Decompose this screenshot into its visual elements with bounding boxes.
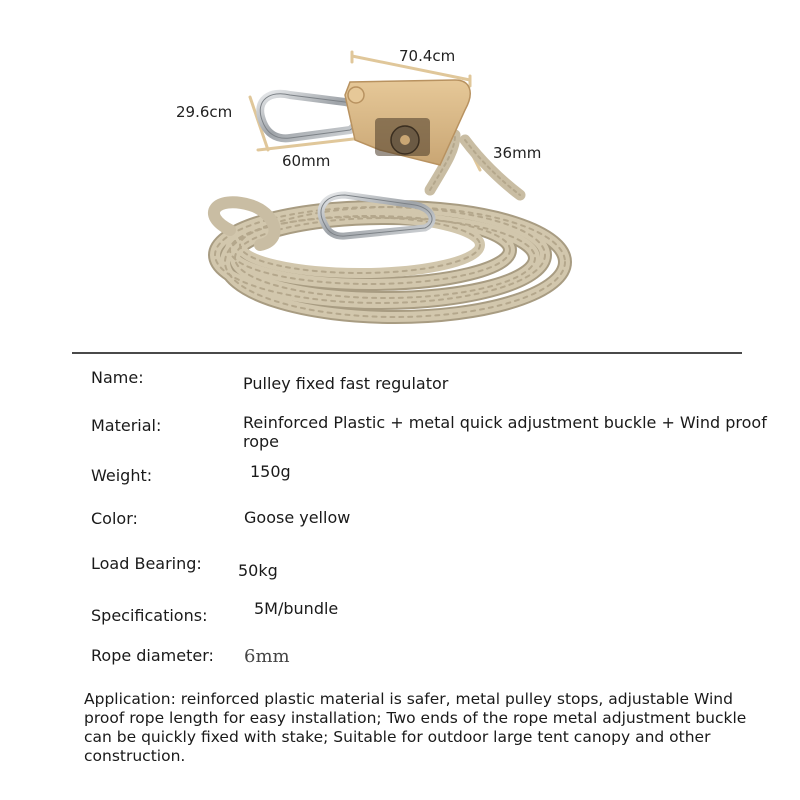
spec-color-label: Color: (91, 509, 138, 528)
spec-specifications-value: 5M/bundle (254, 599, 339, 618)
spec-load-value: 50kg (238, 561, 278, 580)
spec-name-label: Name: (91, 368, 144, 387)
spec-rope-diameter-value: 6mm (244, 646, 290, 667)
spec-rope-diameter-label: Rope diameter: (91, 646, 214, 665)
product-image (0, 0, 800, 340)
dimension-depth-label: 36mm (493, 144, 542, 162)
spec-weight-value: 150g (250, 462, 291, 481)
spec-material-value: Reinforced Plastic + metal quick adjustment buckle + Wind proof rope (243, 413, 767, 451)
upper-carabiner (260, 94, 358, 139)
dimension-hook-label: 60mm (282, 152, 331, 170)
rope-coil (214, 135, 565, 317)
section-divider (72, 352, 742, 354)
spec-specifications-label: Specifications: (91, 606, 208, 625)
dimension-width-label: 70.4cm (399, 47, 456, 65)
application-description: Application: reinforced plastic material is safer, metal pulley stops, adjustable Wind proof rope length for easy installation; Two ends of the rope metal adjustment buckle can be quickly fixed with stake; Suitable for outdoor large tent canopy and other construction. (84, 690, 747, 765)
spec-load-label: Load Bearing: (91, 554, 202, 573)
spec-weight-label: Weight: (91, 466, 153, 485)
spec-name-value: Pulley fixed fast regulator (243, 374, 449, 393)
dimension-height-label: 29.6cm (176, 103, 233, 121)
spec-material-label: Material: (91, 416, 162, 435)
spec-color-value: Goose yellow (244, 508, 351, 527)
